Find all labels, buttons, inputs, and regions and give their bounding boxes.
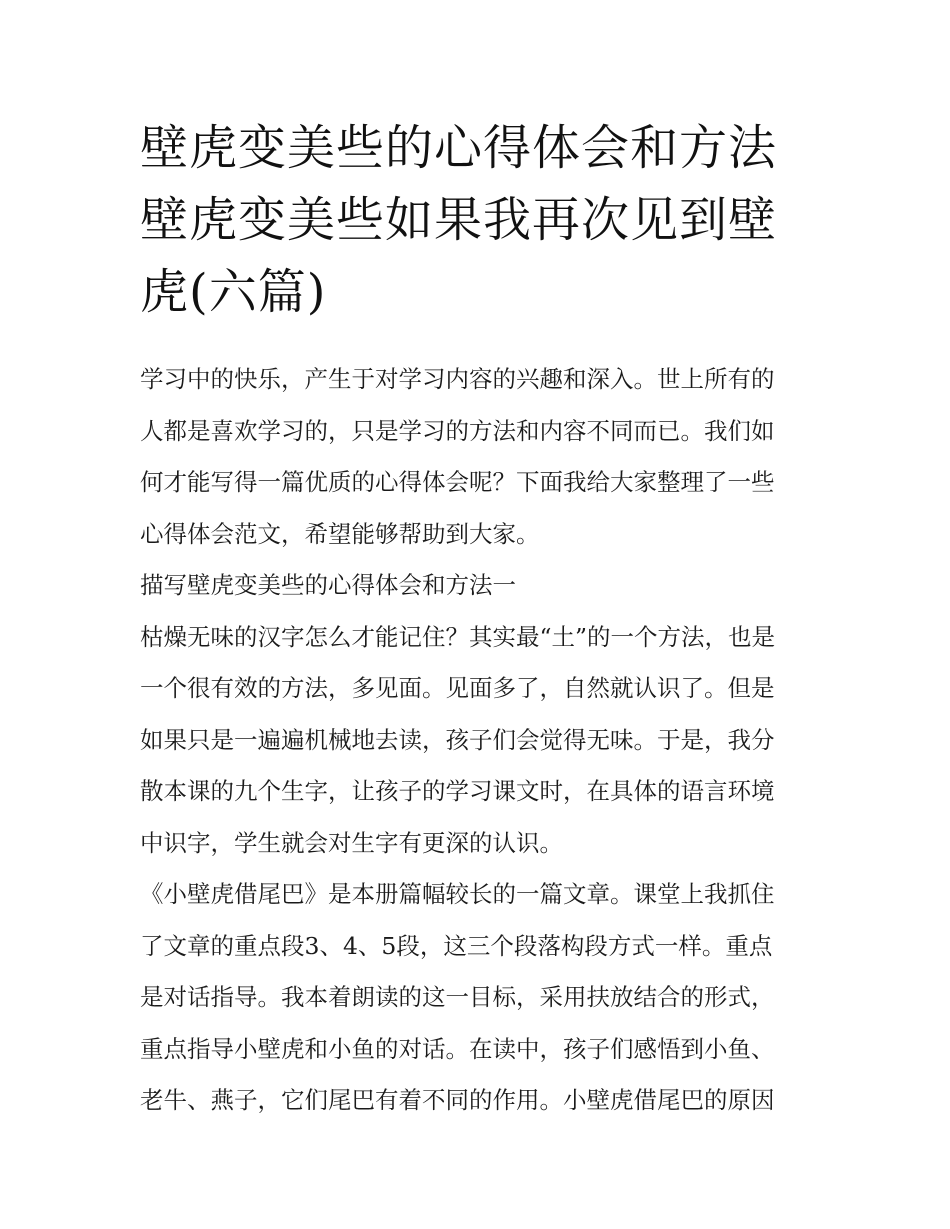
intro-paragraph: [140, 354, 820, 560]
text-line: 散本课的九个生字，让孩子的学习课文时，在具体的语言环境: [140, 777, 775, 805]
text-line: 人都是喜欢学习的，只是学习的方法和内容不同而已。我们如: [140, 416, 775, 445]
text-line: 一个很有效的方法，多见面。见面多了，自然就认识了。但是: [140, 674, 775, 702]
title-line: 虎(六篇): [140, 264, 327, 320]
text-line: 心得体会范文，希望能够帮助到大家。: [140, 519, 540, 548]
text-line: 何才能写得一篇优质的心得体会呢？下面我给大家整理了一些: [140, 468, 775, 496]
paragraph-2: [140, 869, 820, 1127]
document-title: [140, 112, 820, 328]
text-line: 枯燥无味的汉字怎么才能记住？其实最“土”的一个方法，也是: [140, 622, 776, 651]
text-line: 描写壁虎变美些的心得体会和方法一: [140, 571, 516, 599]
text-line: 了文章的重点段3、4、5段，这三个段落构段方式一样。重点: [140, 931, 773, 960]
text-line: 《小壁虎借尾巴》是本册篇幅较长的一篇文章。课堂上我抓住: [140, 880, 775, 908]
text-line: 老牛、燕子，它们尾巴有着不同的作用。小壁虎借尾巴的原因: [140, 1086, 775, 1114]
title-line: 壁虎变美些的心得体会和方法: [140, 120, 778, 176]
text-line: 是对话指导。我本着朗读的这一目标，采用扶放结合的形式，: [140, 983, 775, 1011]
document-body: [140, 354, 820, 1127]
paragraph-1: [140, 612, 820, 870]
section-heading: [140, 560, 820, 612]
text-line: 如果只是一遍遍机械地去读，孩子们会觉得无味。于是，我分: [140, 725, 775, 754]
title-line: 壁虎变美些如果我再次见到壁: [140, 192, 778, 248]
text-line: 重点指导小壁虎和小鱼的对话。在读中，孩子们感悟到小鱼、: [140, 1034, 775, 1063]
text-line: 中识字，学生就会对生字有更深的认识。: [140, 828, 563, 857]
text-line: 学习中的快乐，产生于对学习内容的兴趣和深入。世上所有的: [140, 365, 775, 393]
